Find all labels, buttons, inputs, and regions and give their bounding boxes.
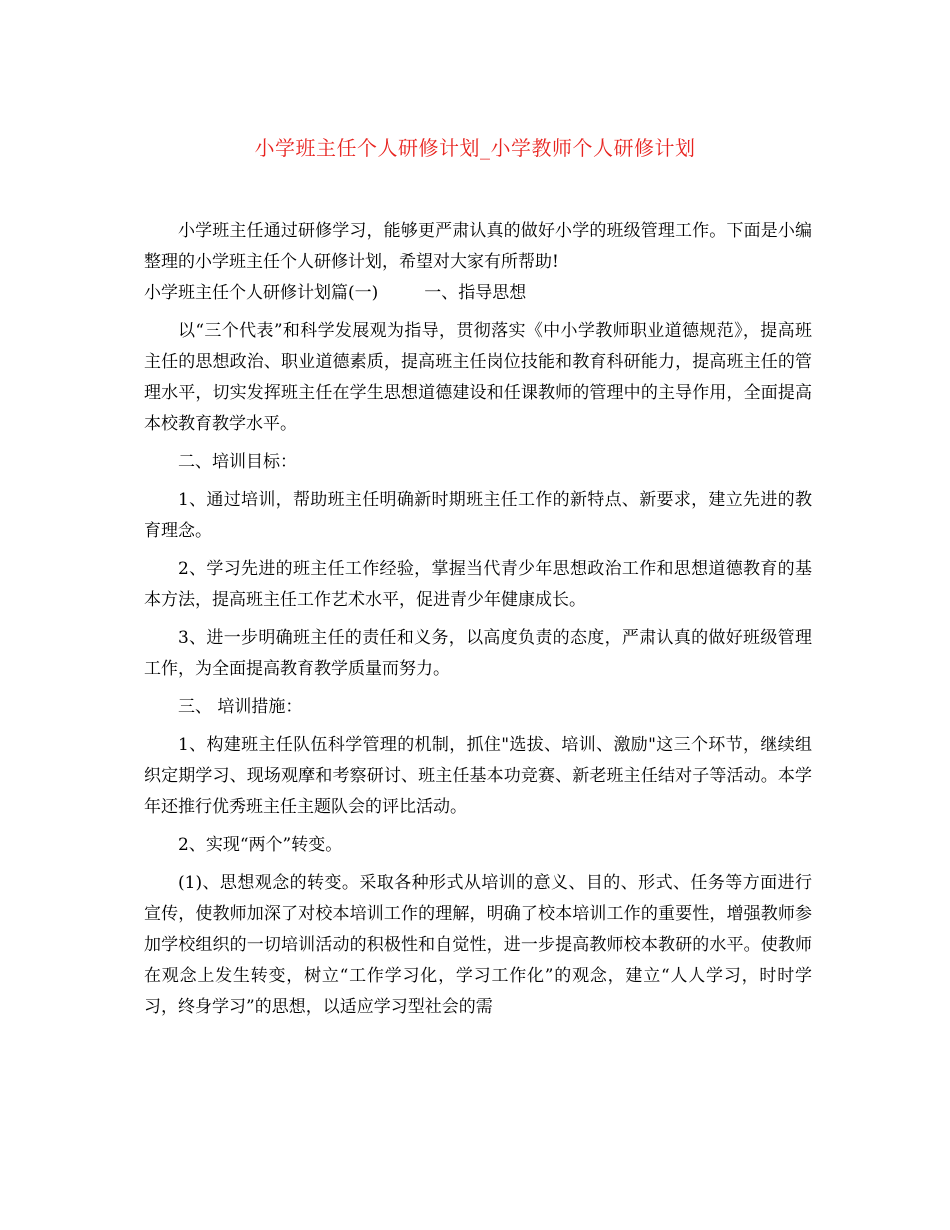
measure-2: 2、实现“两个”转变。	[178, 835, 343, 855]
article-heading: 小学班主任个人研修计划篇(一)	[144, 283, 379, 303]
section1-heading: 一、指导思想	[424, 283, 527, 303]
goal-2: 2、学习先进的班主任工作经验，掌握当代青少年思想政治工作和思想道德教育的基本方法，提高班主任工作艺术水平，促进青少年健康成长。	[144, 559, 812, 610]
section1-body: 以“三个代表”和科学发展观为指导，贯彻落实《中小学教师职业道德规范》，提高班主任的思想政治、职业道德素质，提高班主任岗位技能和教育科研能力，提高班主任的管理水平，切实发挥班主任在学生思想道德建设和任课教师的管理中的主导作用，全面提高本校教育教学水平。	[144, 321, 812, 434]
intro-paragraph: 小学班主任通过研修学习，能够更严肃认真的做好小学的班级管理工作。下面是小编整理的小学班主任个人研修计划，希望对大家有所帮助!	[144, 221, 812, 272]
measure-2-1: (1)、思想观念的转变。采取各种形式从培训的意义、目的、形式、任务等方面进行宣传，使教师加深了对校本培训工作的理解，明确了校本培训工作的重要性，增强教师参加学校组织的一切培训活动的积极性和自觉性，进一步提高教师校本教研的水平。使教师在观念上发生转变，树立“工作学习化，学习工作化”的观念，建立“人人学习，时时学习，终身学习”的思想，以适应学习型社会的需	[144, 873, 812, 1017]
article-heading-line	[144, 278, 812, 309]
goal-3: 3、进一步明确班主任的责任和义务，以高度负责的态度，严肃认真的做好班级管理工作，为全面提高教育教学质量而努力。	[144, 628, 812, 679]
section2-heading: 二、培训目标：	[178, 452, 297, 472]
goal-1: 1、通过培训，帮助班主任明确新时期班主任工作的新特点、新要求，建立先进的教育理念。	[144, 490, 812, 541]
section3-heading: 三、 培训措施：	[178, 697, 303, 717]
document-body	[144, 216, 812, 1023]
measure-1: 1、构建班主任队伍科学管理的机制，抓住"选拔、培训、激励"这三个环节，继续组织定期学习、现场观摩和考察研讨、班主任基本功竞赛、新老班主任结对子等活动。本学年还推行优秀班主任主题队会的评比活动。	[144, 735, 812, 817]
document-title: 小学班主任个人研修计划_小学教师个人研修计划	[254, 136, 696, 160]
